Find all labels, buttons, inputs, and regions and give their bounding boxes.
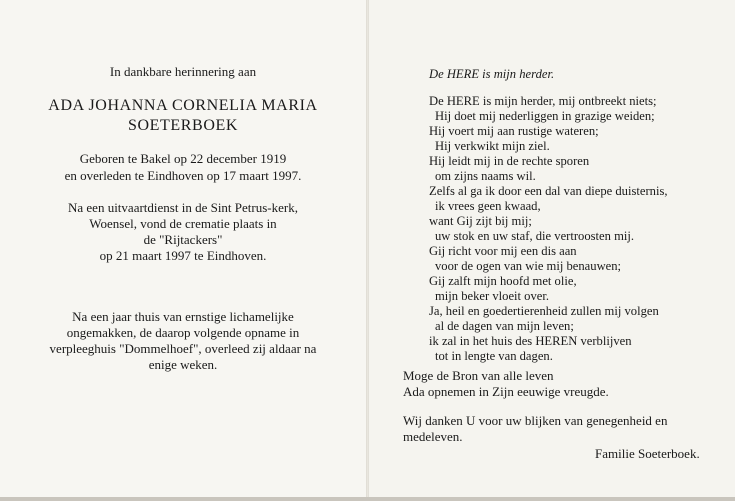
psalm-line-18: tot in lengte van dagen. [435, 349, 553, 363]
service-line-3: de "Rijtackers" [143, 232, 223, 247]
psalm-line-5: Hij leidt mij in de rechte sporen [429, 154, 590, 168]
psalm-line-16: al de dagen van mijn leven; [435, 319, 574, 333]
psalm-line-4: Hij verkwikt mijn ziel. [435, 139, 550, 153]
service-line-4: op 21 maart 1997 te Eindhoven. [99, 248, 267, 263]
illness-line-3: verpleeghuis "Dommelhoef", overleed zij aldaar na [49, 341, 317, 356]
illness-line-4: enige weken. [148, 357, 218, 372]
deceased-name-line2: SOETERBOEK [128, 117, 238, 134]
left-panel [0, 0, 366, 501]
prayer-line-1: Moge de Bron van alle leven [403, 368, 554, 383]
birth-line-1: Geboren te Bakel op 22 december 1919 [79, 151, 287, 166]
card-bottom-edge [0, 497, 735, 501]
psalm-line-17: ik zal in het huis des HEREN verblijven [429, 334, 632, 348]
psalm-line-9: want Gij zijt bij mij; [429, 214, 532, 228]
card-heading: In dankbare herinnering aan [109, 64, 257, 79]
psalm-line-13: Gij zalft mijn hoofd met olie, [429, 274, 577, 288]
psalm-line-12: voor de ogen van wie mij benauwen; [435, 259, 622, 273]
deceased-name-line1: ADA JOHANNA CORNELIA MARIA [48, 97, 318, 114]
service-line-1: Na een uitvaartdienst in de Sint Petrus-kerk, [68, 200, 298, 215]
psalm-line-7: Zelfs al ga ik door een dal van diepe duisternis, [429, 184, 668, 198]
psalm-line-14: mijn beker vloeit over. [435, 289, 550, 303]
birth-line-2: en overleden te Eindhoven op 17 maart 1997. [64, 168, 302, 183]
psalm-line-6: om zijns naams wil. [435, 169, 536, 183]
illness-line-2: ongemakken, de daarop volgende opname in [66, 325, 300, 340]
psalm-line-15: Ja, heil en goedertierenheid zullen mij volgen [429, 304, 659, 318]
psalm-line-11: Gij richt voor mij een dis aan [429, 244, 577, 258]
psalm-line-2: Hij doet mij nederliggen in grazige weiden; [435, 109, 655, 123]
prayer-line-2: Ada opnemen in Zijn eeuwige vreugde. [403, 384, 609, 399]
service-line-2: Woensel, vond de crematie plaats in [89, 216, 277, 231]
psalm-title-rest: is mijn herder. [479, 67, 555, 81]
illness-line-1: Na een jaar thuis van ernstige lichamelijke [72, 309, 294, 324]
thanks-line-1: Wij danken U voor uw blijken van genegenheid en [403, 413, 668, 428]
psalm-title-bold: De HERE [429, 67, 480, 81]
psalm-line-10: uw stok en uw staf, die vertroosten mij. [435, 229, 635, 243]
psalm-line-3: Hij voert mij aan rustige wateren; [429, 124, 599, 138]
psalm-title [429, 66, 554, 82]
psalm-line-1: De HERE is mijn herder, mij ontbreekt niets; [429, 94, 657, 108]
family-signature: Familie Soeterboek. [595, 446, 700, 461]
thanks-line-2: medeleven. [403, 429, 463, 444]
right-panel [369, 0, 735, 501]
psalm-line-8: ik vrees geen kwaad, [435, 199, 541, 213]
